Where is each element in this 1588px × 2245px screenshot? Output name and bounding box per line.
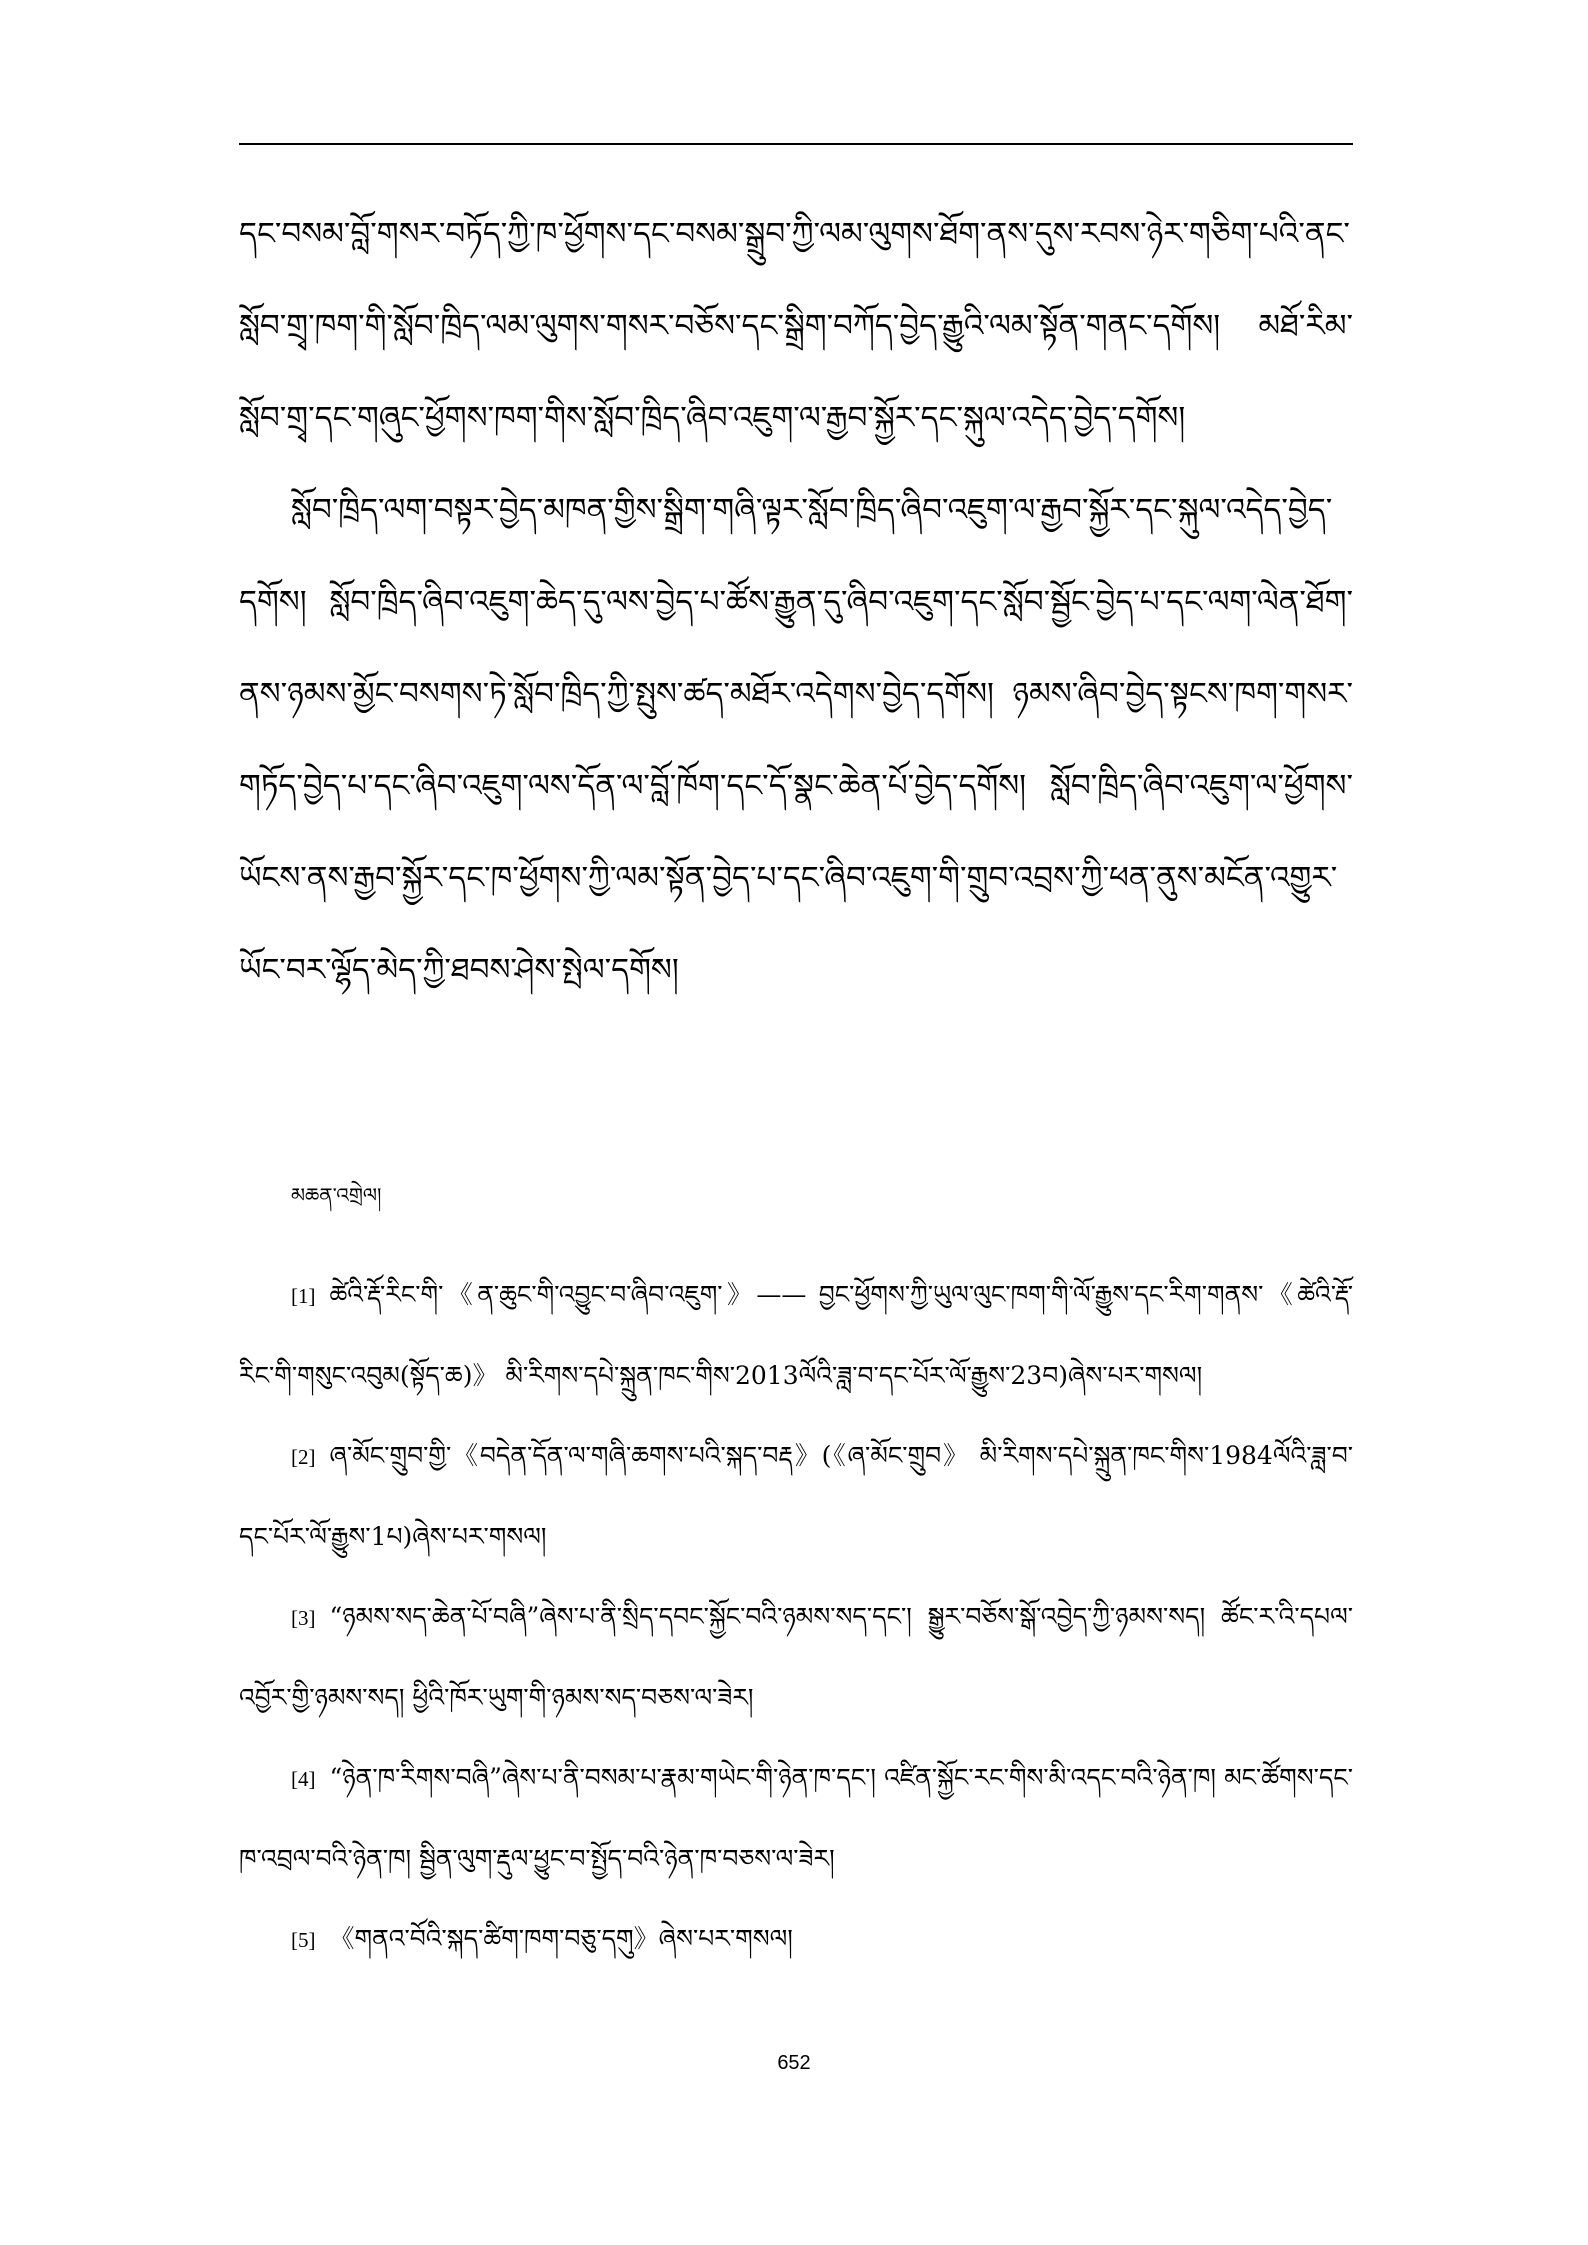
body-paragraph: སློབ་ཁྲིད་ལག་བསྟར་བྱེད་མཁན་གྱིས་སྒྲིག་གཞི་ལྟར་སློབ་ཁྲིད་ཞིབ་འཇུག་ལ་རྒྱབ་སྐྱོར་དང་སྐུལ་འདེད་བྱེད་དགོས། སློབ་ཁྲིད་ཞིབ་འཇུག་ཆེད་དུ་ལས་བྱེད་པ་ཚོས་རྒྱུན་དུ་ཞིབ་འཇུག་དང་སློབ་སྦྱོང་བྱེད་པ་དང་ལག་ལེན་ཐོག་ནས་ཉམས་མྱོང་བསགས་ཏེ་སློབ་ཁྲིད་ཀྱི་སྤུས་ཚད་མཐོར་འདེགས་བྱེད་དགོས། ཉམས་ཞིབ་བྱེད་སྟངས་ཁག་གསར་གཏོད་བྱེད་པ་དང་ཞིབ་འཇུག་ལས་དོན་ལ་བློ་ཁོག་དང་དོ་སྣང་ཆེན་པོ་བྱེད་དགོས། སློབ་ཁྲིད་ཞིབ་འཇུག་ལ་ཕྱོགས་ཡོངས་ནས་རྒྱབ་སྐྱོར་དང་ཁ་ཕྱོགས་ཀྱི་ལམ་སྟོན་བྱེད་པ་དང་ཞིབ་འཇུག་གི་གྲུབ་འབྲས་ཀྱི་ཕན་ནུས་མངོན་འགྱུར་ཡོང་བར་ལྷོད་མེད་ཀྱི་ཐབས་ཤེས་སྤེལ་དགོས། [239,492,1353,988]
note-item [239,1738,1353,1899]
note-item [239,1255,1353,1416]
note-number: [1] [291,1284,316,1308]
header-rule [239,143,1353,145]
page-number: 652 [777,2052,811,2074]
notes-heading: མཆན་འགྲེལ། [291,1183,382,1207]
note-number: [5] [291,1928,316,1952]
note-item [239,1899,1353,1980]
note-item [239,1577,1353,1738]
body-text [239,188,1353,1016]
note-item [239,1416,1353,1577]
note-text: ཚེའི་རྡོ་རིང་གི་《ན་ཆུང་གི་འབྱུང་བ་ཞིབ་འཇུག་》—— བྱང་ཕྱོགས་ཀྱི་ཡུལ་ལུང་ཁག་གི་ལོ་རྒྱུས་དང་རིག་གནས་《ཚེའི་རྡོ་རིང་གི་གསུང་འབུམ(སྟོད་ཆ)》 མི་རིགས་དཔེ་སྐྲུན་ཁང་གིས་2013ལོའི་ཟླ་བ་དང་པོར་ལོ་རྒྱུས་23བ)ཞེས་པར་གསལ། [239,1280,1353,1390]
note-text: ཞ་མོང་གྲུབ་གྱི་《བདེན་དོན་ལ་གཞི་ཆགས་པའི་སྐད་བརྡ》(《ཞ་མོང་གྲུབ》 མི་རིགས་དཔེ་སྐྲུན་ཁང་གིས་1984ལོའི་ཟླ་བ་དང་པོར་ལོ་རྒྱུས་1པ)ཞེས་པར་གསལ། [239,1441,1353,1551]
note-number: [2] [291,1445,316,1469]
note-text: “ཉམས་སད་ཆེན་པོ་བཞི”ཞེས་པ་ནི་སྲིད་དབང་སྐྱོང་བའི་ཉམས་སད་དང་། སྒྱུར་བཅོས་སྒོ་འབྱེད་ཀྱི་ཉམས་སད། ཚོང་ར་འི་དཔལ་འབྱོར་གྱི་ཉམས་སད། ཕྱིའི་ཁོར་ཡུག་གི་ཉམས་སད་བཅས་ལ་ཟེར། [239,1602,1353,1712]
note-number: [4] [291,1767,316,1791]
note-number: [3] [291,1606,316,1630]
note-text: “ཉེན་ཁ་རིགས་བཞི”ཞེས་པ་ནི་བསམ་པ་རྣམ་གཡེང་གི་ཉེན་ཁ་དང་། འཛིན་སྐྱོང་རང་གིས་མི་འདང་བའི་ཉེན་ཁ། མང་ཚོགས་དང་ཁ་འབྲལ་བའི་ཉེན་ཁ། སྦྱིན་ལུག་རྡུལ་ཕྱུང་བ་སྤྱོད་བའི་ཉེན་ཁ་བཅས་ལ་ཟེར། [239,1763,1353,1873]
body-paragraph: དང་བསམ་བློ་གསར་བཏོད་ཀྱི་ཁ་ཕྱོགས་དང་བསམ་སྒྲུབ་ཀྱི་ལམ་ལུགས་ཐོག་ནས་དུས་རབས་ཉེར་གཅིག་པའི་ནང་སློབ་གྲྭ་ཁག་གི་སློབ་ཁྲིད་ལམ་ལུགས་གསར་བཅོས་དང་སྒྲིག་བཀོད་བྱེད་རྒྱུའི་ལམ་སྟོན་གནང་དགོས། མཐོ་རིམ་སློབ་གྲྭ་དང་གཞུང་ཕྱོགས་ཁག་གིས་སློབ་ཁྲིད་ཞིབ་འཇུག་ལ་རྒྱབ་སྐྱོར་དང་སྐུལ་འདེད་བྱེད་དགོས། [239,216,1353,436]
notes-list [239,1255,1353,1980]
note-text: 《གནའ་བོའི་སྐད་ཚིག་ཁག་བཅུ་དགུ》ཞེས་པར་གསལ། [329,1924,793,1953]
